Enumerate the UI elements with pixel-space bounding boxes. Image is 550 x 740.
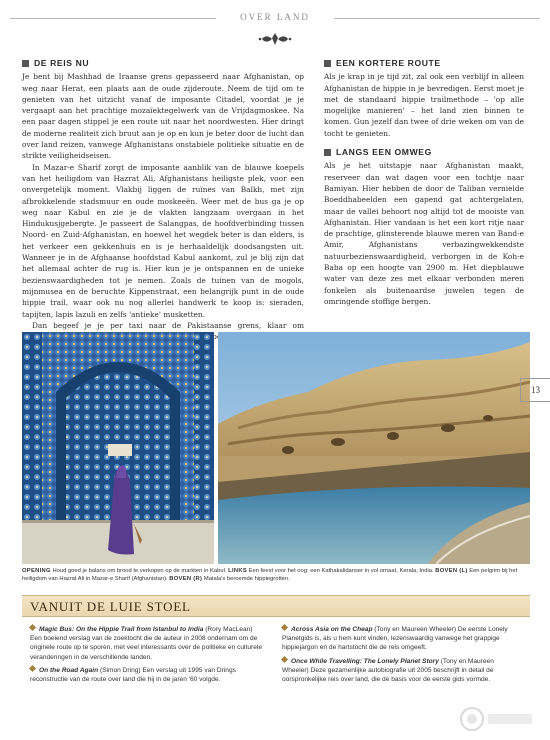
photo-strip bbox=[22, 332, 530, 564]
section-title-omweg bbox=[324, 147, 524, 158]
caption-label: BOVEN (L) bbox=[435, 568, 468, 574]
caption-text: Matala's beroemde hippiegrotten. bbox=[203, 576, 290, 583]
caption-label: OPENING bbox=[22, 568, 51, 574]
page-number: 13 bbox=[520, 378, 550, 402]
caption-text: Een pelgrim bij het heiligdom van Hazrat Ali in Mazar-e Sharif (Afghanistan). bbox=[22, 568, 518, 583]
reading-box-header bbox=[22, 595, 530, 617]
diamond-bullet-icon bbox=[29, 624, 36, 631]
section-title-text: EEN KORTERE ROUTE bbox=[336, 58, 441, 68]
book-title: On the Road Again bbox=[39, 666, 99, 674]
paragraph: Dan begeef je je per taxi naar de Pakistaanse grens, klaar om bbox=[32, 320, 304, 330]
caption-label: LINKS bbox=[228, 568, 248, 574]
reading-box bbox=[22, 595, 530, 725]
caption-text: Houd goed je balans om brood te verkopen op de markten in Kabul. bbox=[52, 568, 227, 574]
square-bullet-icon bbox=[324, 60, 331, 67]
book-text: (Simon Dring) Een verslag uit 1995 van Drings reconstructie van de route over land die hij in de jaren '60 volgde. bbox=[30, 666, 236, 684]
coast-photo-image bbox=[218, 332, 530, 564]
book-text: (Rory MacLean) Een boeiend verslag van de zoektocht die de auteur in 2008 ondernam om de originele route op te sporen, met veel interessants over de politieke en culturele veranderingen in de verschillende landen. bbox=[30, 626, 263, 661]
photo-shrine-pilgrim bbox=[22, 332, 214, 564]
book-item bbox=[282, 657, 522, 685]
reading-box-left bbox=[30, 625, 262, 688]
paragraph: In Mazar-e Sharif zorgt de imposante aanblik van de blauwe koepels van het heiligdom van Hazrat Ali, Afghanistans heiligste plek, voor een onvergetelijk moment. Vlakbij liggen de ruïnes van Balkh, met zijn afbrokkelende stadsmuur en oude moskeeën. Weer met de bus ga je op weg naar Kabul en zie je de vlakten langzaam overgaan in het Hindukusjgebergte. Je passeert de Salangpas, de hoofdverbinding tussen Noord- en Zuid-Afghanistan, en hoewel het wegdek beter is dan elders, is het verkeer een gekkenhuis en is je herhaaldelijk doodsangsten uit. Wanneer je in de Afghaanse hoofdstad Kabul aankomt, zul je blij zijn dat het allemaal achter de rug is. Hier kun je je ontspannen en de unieke bezienswaardigheden tot je nemen. Zoals de tuinen van de mogols, mijnmusea en de beruchte Kippenstraat, een belangrijk punt in de oude hippie trail, waar ook nu nog allerlei handwerk te koop is: sieraden, tapijten, lapis lazuli en zelfs 'antieke' musketten. bbox=[22, 162, 304, 319]
diamond-bullet-icon bbox=[281, 624, 288, 631]
shrine-photo-image bbox=[22, 332, 214, 564]
paragraph: Je bent bij Mashhad de Iraanse grens gepasseerd naar Afghanistan, op weg naar Herat, een plaats aan de oude zijderoute. Neem de tijd om te genieten van het uitzicht vanaf de imposante Citadel, voordat je je vergaapt aan het prachtige mozaïektegelwerk van de Vrijdagmoskee. Na een paar dagen stippel je een route uit naar het noordwesten. Hier dringt de moderne realiteit zich bruut aan je op en kun je beter door de lucht dan over land reizen, vanwege Afghanistans onstabiele politieke situatie en de strikte veiligheidseisen. bbox=[22, 72, 304, 161]
reading-box-title: VANUIT DE LUIE STOEL bbox=[30, 599, 191, 614]
book-title: Magic Bus: On the Hippie Trail from Istanbul to India bbox=[39, 626, 204, 633]
left-column bbox=[22, 58, 304, 354]
header-title: OVER LAND bbox=[240, 12, 310, 22]
paragraph: Als je krap in je tijd zit, zal ook een verblijf in alleen Afghanistan de hippie in je bevredigen. Eerst moet je met de standaard hippie trailmethode – 'op alle mogelijke manieren' – het land zien binnen te komen. Gun jezelf dan twee of drie weken om van de tocht te genieten. bbox=[324, 72, 524, 138]
watermark-logo-icon bbox=[458, 702, 538, 736]
header-rule-right bbox=[334, 18, 540, 19]
photo-matala-coast bbox=[218, 332, 530, 564]
square-bullet-icon bbox=[22, 60, 29, 67]
book-title: Once While Travelling: The Lonely Planet Story bbox=[291, 657, 439, 665]
header-rule-left bbox=[10, 18, 216, 19]
section-title-kortere-route bbox=[324, 58, 524, 69]
right-column bbox=[324, 58, 524, 307]
ornament-icon bbox=[258, 32, 292, 46]
section-title-text: LANGS EEN OMWEG bbox=[336, 147, 432, 158]
paragraph: Als je het uitstapje naar Afghanistan maakt, reserveer dan wat dagen voor een tochtje naar Bamiyan. Hier hebben de door de Taliban vernielde Boeddhabeelden een gapend gat achtergelaten, maar de vallei behoort nog altijd tot de mooiste van Afghanistan. Hier vandaan is het een kort ritje naar de prachtige, glinsterende blauwe meren van Band-e Amir, Afghanistans verbazingwekkendste natuurbezienswaardigheid, verborgen in de Koh-e Baba op een hoogte van 2900 m. Het diepblauwe water van deze zes met elkaar verbonden meren fonkelen als buitenaardse juwelen tegen de omringende stoffige bergen. bbox=[324, 161, 524, 306]
section-title-text: DE REIS NU bbox=[34, 58, 90, 68]
diamond-bullet-icon bbox=[281, 656, 288, 663]
book-text: (Tony en Maureen Wheeler) Deze gezamenlijke autobiografie uit 2005 beschrijft in detail de oorspronkelijke reis over land, die de basis voor de eerste gids vormde. bbox=[282, 657, 494, 684]
caption-label: BOVEN (R) bbox=[169, 576, 203, 583]
square-bullet-icon bbox=[324, 149, 331, 156]
book-title: Across Asia on the Cheap bbox=[291, 626, 373, 633]
caption-text: Een feest voor het oog: een Kathakalidanser in vol ornaat, Kerala, India. bbox=[248, 568, 434, 574]
diamond-bullet-icon bbox=[29, 665, 36, 672]
section-title-de-reis-nu bbox=[22, 58, 304, 69]
book-item bbox=[30, 625, 262, 662]
book-item bbox=[30, 666, 262, 684]
photo-caption bbox=[22, 567, 530, 583]
book-text: (Tony en Maureen Wheeler) De eerste Lonely Planetgids is, als u hem kunt vinden, lezenswaardig vanwege het grappige hippiejargon en de hartstocht die de reis omgeeft. bbox=[282, 626, 508, 652]
book-item bbox=[282, 625, 522, 653]
reading-box-right bbox=[282, 625, 522, 688]
